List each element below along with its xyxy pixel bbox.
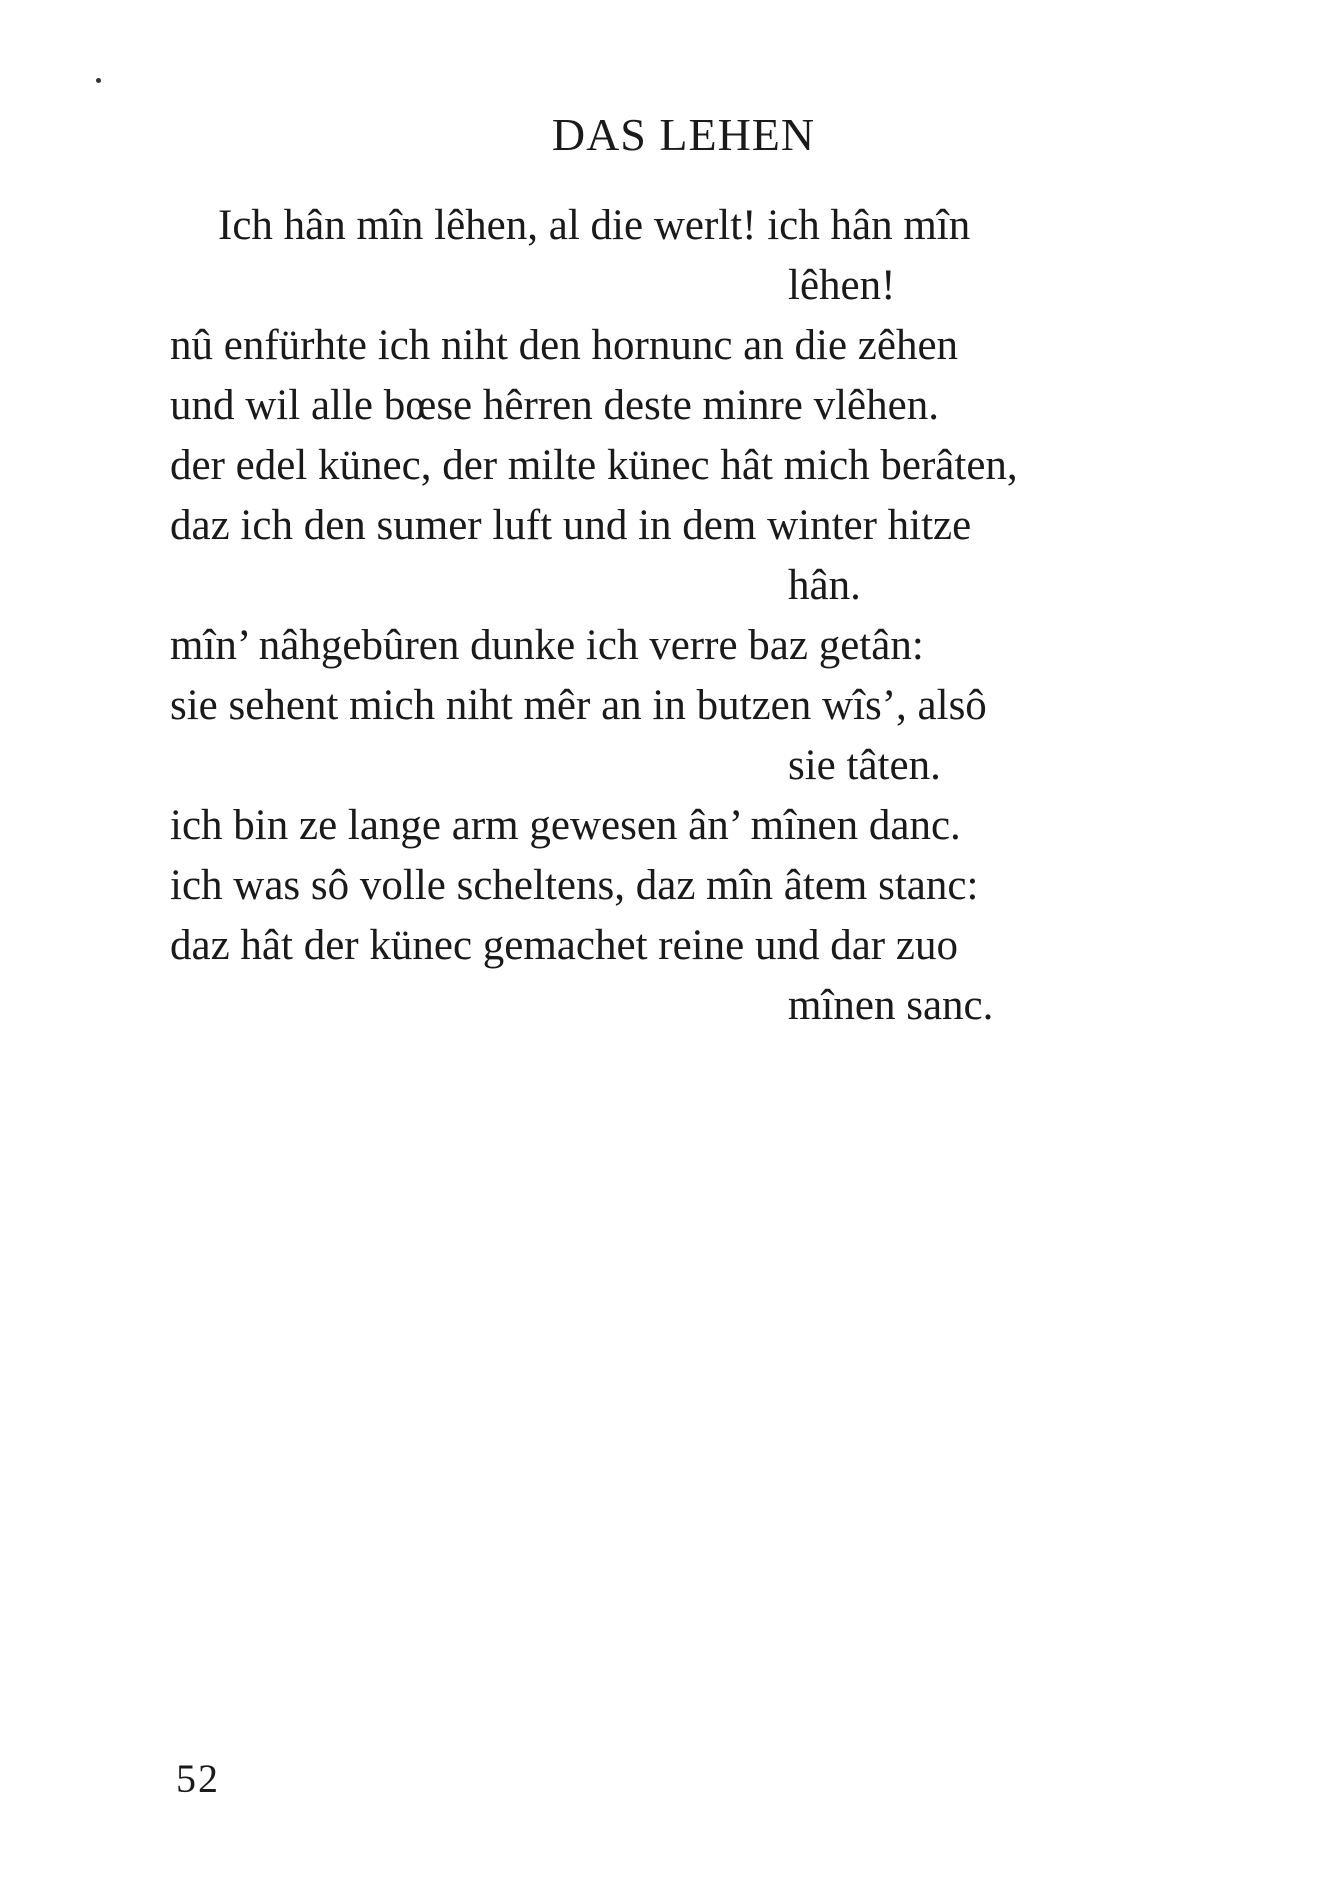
page-number: 52 bbox=[176, 1756, 220, 1801]
poem-line-continuation: mînen sanc. bbox=[788, 982, 994, 1029]
poem-line-continuation: lêhen! bbox=[788, 262, 896, 309]
poem-line: der edel künec, der milte künec hât mich berâten, bbox=[170, 442, 1018, 489]
poem-line: Ich hân mîn lêhen, al die werlt! ich hân mîn bbox=[218, 202, 971, 249]
poem-line: ich was sô volle scheltens, daz mîn âtem stanc: bbox=[170, 862, 979, 909]
poem-line: daz ich den sumer luft und in dem winter hitze bbox=[170, 502, 972, 549]
poem-line: nû enfürhte ich niht den hornunc an die zêhen bbox=[170, 322, 959, 369]
poem-line: und wil alle bœse hêrren deste minre vlêhen. bbox=[170, 382, 939, 429]
poem-line: mîn’ nâhgebûren dunke ich verre baz getân: bbox=[170, 622, 924, 669]
poem-body bbox=[170, 196, 1210, 1036]
poem-line: ich bin ze lange arm gewesen ân’ mînen danc. bbox=[170, 802, 961, 849]
poem-line-continuation: sie tâten. bbox=[788, 742, 941, 789]
poem-line-continuation: hân. bbox=[788, 562, 861, 609]
poem-line: daz hât der künec gemachet reine und dar zuo bbox=[170, 922, 958, 969]
ink-speck bbox=[96, 78, 101, 83]
poem-title: DAS LEHEN bbox=[551, 109, 816, 160]
poem-line: sie sehent mich niht mêr an in butzen wîs’, alsô bbox=[170, 682, 987, 729]
